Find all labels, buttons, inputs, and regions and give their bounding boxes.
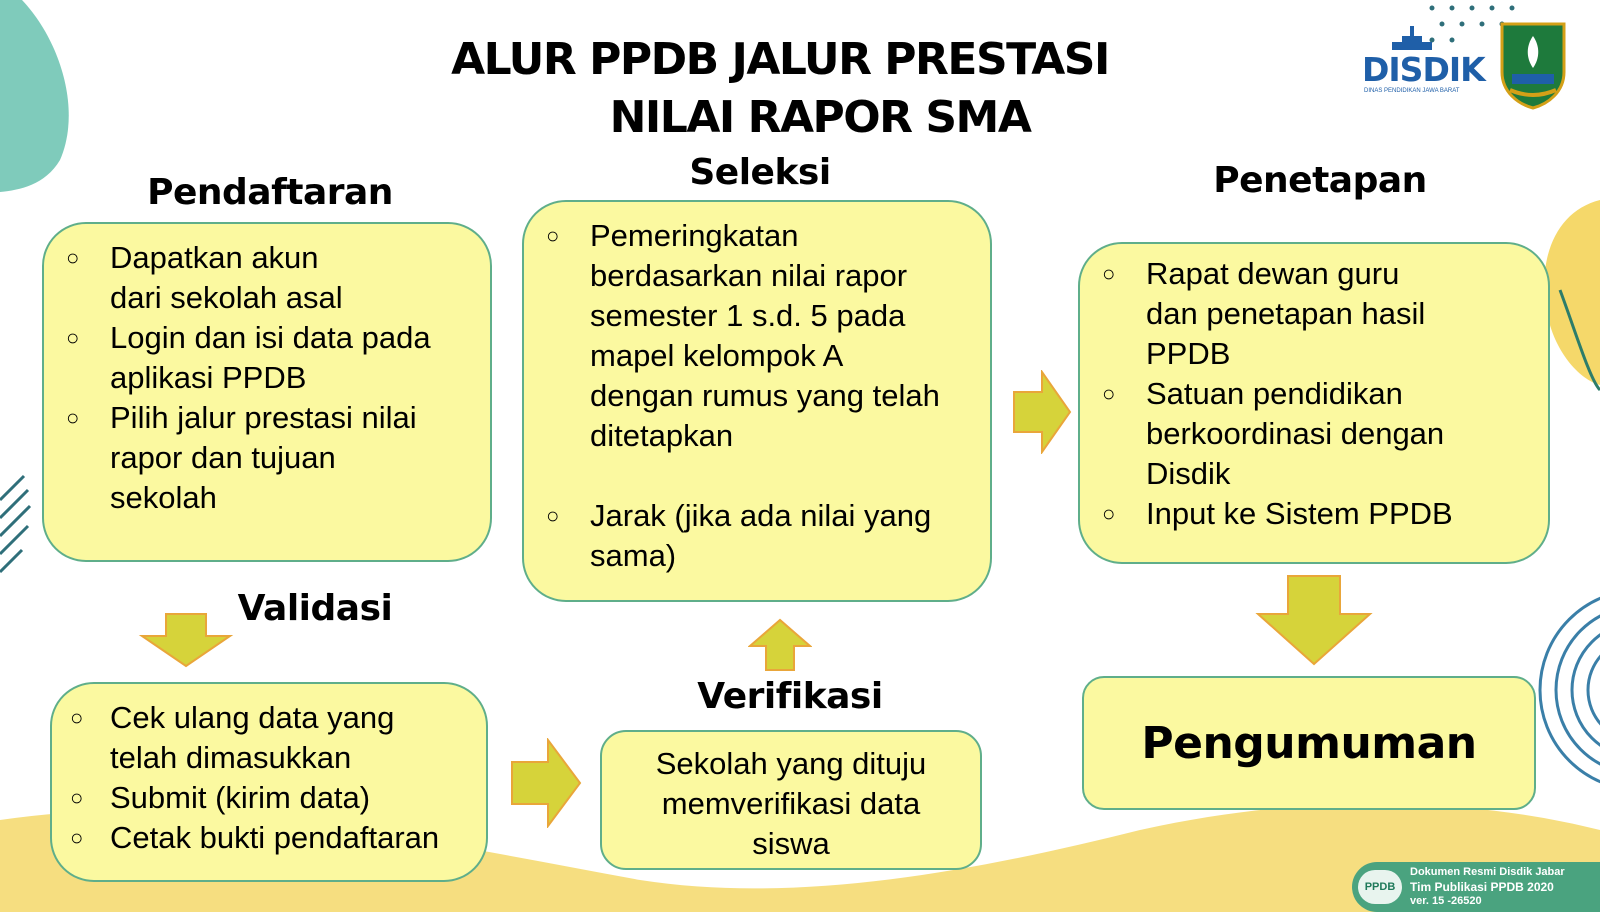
pengumuman-label: Pengumuman [1141,717,1477,769]
bullet-icon: ○ [70,785,84,810]
penetapan-list [1080,254,1548,534]
footer-line-1: Dokumen Resmi Disdik Jabar [1410,866,1565,878]
arrow-right-validasi-to-verifikasi-icon [510,738,582,828]
bullet-icon: ○ [546,223,560,248]
verifikasi-line: Sekolah yang dituju [655,746,927,781]
disdik-logo-text: DISDIK [1362,50,1485,89]
seleksi-item: ○ Jarak (jika ada nilai yang sama) [546,498,932,573]
footer-badge [1352,862,1600,912]
seleksi-heading: Seleksi [689,152,831,193]
bullet-icon: ○ [1102,381,1116,406]
footer-line-2: Tim Publikasi PPDB 2020 [1410,880,1554,894]
validasi-box [50,682,488,882]
pendaftaran-list [44,238,490,518]
pendaftaran-item: ○ Dapatkan akun dari sekolah asal [66,240,343,315]
seleksi-list [524,216,990,576]
validasi-item: ○ Submit (kirim data) [52,778,486,818]
validasi-item: ○ Cetak bukti pendaftaran [52,818,486,858]
bullet-icon: ○ [546,503,560,528]
title-line-1: ALUR PPDB JALUR PRESTASI [451,34,1109,85]
ppdb-badge-icon: PPDB [1358,870,1402,904]
seleksi-box [522,200,992,602]
arrow-down-pendaftaran-to-validasi-icon [138,612,234,668]
footer-line-3: ver. 15 -26520 [1410,895,1482,907]
verifikasi-line: siswa [752,826,830,861]
validasi-list [52,698,486,858]
title-line-2: NILAI RAPOR SMA [609,92,1031,143]
pendaftaran-box [42,222,492,562]
penetapan-heading: Penetapan [1213,160,1427,201]
verifikasi-heading: Verifikasi [697,676,883,717]
bullet-icon: ○ [70,825,84,850]
bullet-icon: ○ [66,405,80,430]
arrow-up-verifikasi-to-seleksi-icon [748,618,812,672]
validasi-item: ○ Cek ulang data yang telah dimasukkan [70,700,395,775]
disdik-logo [1362,22,1485,97]
arrow-right-seleksi-to-penetapan-icon [1012,370,1072,454]
bullet-icon: ○ [66,325,80,350]
disdik-logo-subtext: DINAS PENDIDIKAN JAWA BARAT [1364,88,1460,94]
bullet-icon: ○ [1102,261,1116,286]
seleksi-item: ○ Pemeringkatan berdasarkan nilai rapor semester 1 s.d. 5 pada mapel kelompok A dengan rumus yang telah ditetapkan [546,218,940,453]
penetapan-item: ○ Satuan pendidikan berkoordinasi dengan Disdik [1102,376,1445,491]
verifikasi-line: memverifikasi data [661,786,921,821]
arrow-down-penetapan-to-pengumuman-icon [1254,574,1374,666]
pendaftaran-heading: Pendaftaran [147,172,393,213]
penetapan-item: ○ Rapat dewan guru dan penetapan hasil PPDB [1102,256,1426,371]
pendaftaran-item: ○ Pilih jalur prestasi nilai rapor dan tujuan sekolah [66,400,417,515]
penetapan-box [1078,242,1550,564]
bullet-icon: ○ [70,705,84,730]
west-java-emblem-icon [1496,18,1570,110]
penetapan-item: ○ Input ke Sistem PPDB [1080,494,1548,534]
validasi-heading: Validasi [237,588,393,629]
bullet-icon: ○ [66,245,80,270]
bullet-icon: ○ [1102,501,1116,526]
pengumuman-box [1082,676,1536,810]
verifikasi-box [600,730,982,870]
pendaftaran-item: ○ Login dan isi data pada aplikasi PPDB [66,320,431,395]
